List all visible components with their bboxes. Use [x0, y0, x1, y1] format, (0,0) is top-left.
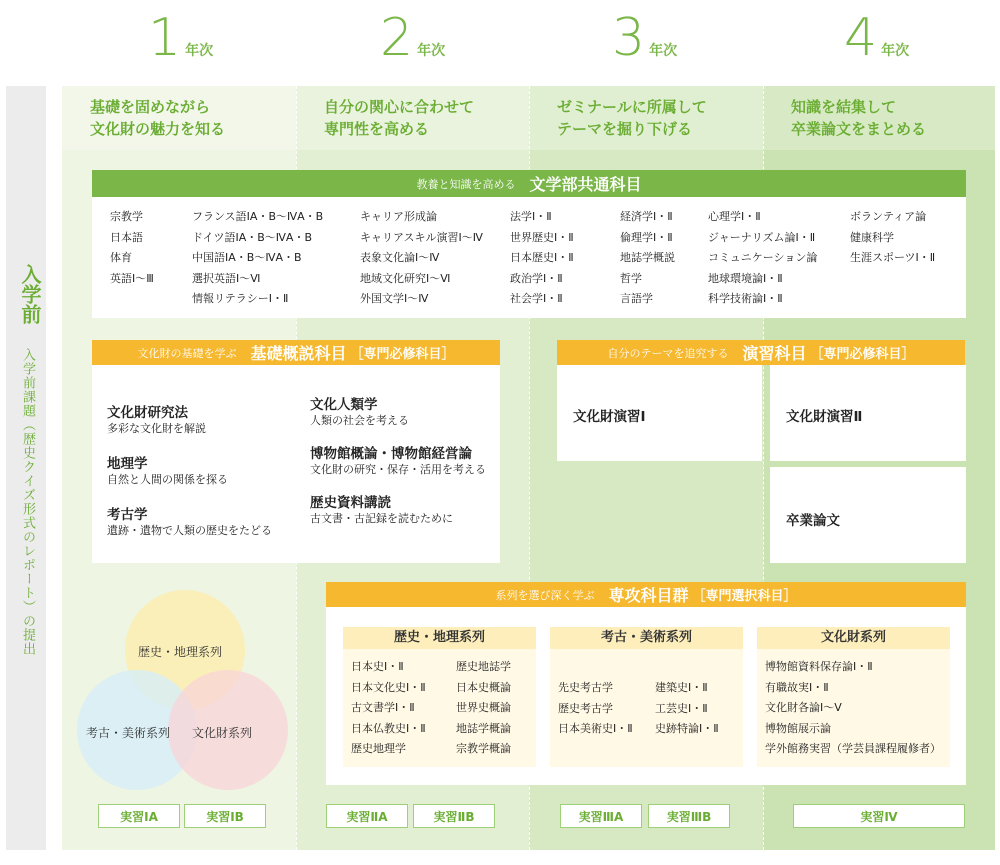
course-item: ドイツ語ⅠA・B～ⅣA・B	[192, 230, 312, 244]
goal-line-1: 知識を結集して	[791, 98, 897, 116]
course-item: 史跡特論Ⅰ・Ⅱ	[655, 722, 719, 735]
course-item: 宗教学	[110, 210, 143, 223]
course-item: 法学Ⅰ・Ⅱ	[510, 210, 552, 223]
subject-description: 自然と人間の関係を探る	[107, 473, 228, 486]
course-item: 英語Ⅰ～Ⅲ	[110, 271, 154, 285]
course-item: ジャーナリズム論Ⅰ・Ⅱ	[708, 230, 816, 244]
course-item: 古文書学Ⅰ・Ⅱ	[351, 701, 415, 714]
course-item: 歴史考古学	[558, 701, 613, 715]
practicum-3a: 実習ⅢA	[560, 804, 642, 828]
goal-line-2: 卒業論文をまとめる	[791, 120, 927, 138]
common-list-2	[192, 207, 323, 310]
course-item: 歴史地理学	[351, 742, 406, 755]
course-item: 宗教学概論	[456, 742, 511, 755]
course-item: 日本語	[110, 230, 143, 244]
year-4-goal	[763, 86, 995, 150]
venn-label-history-geography: 歴史・地理系列	[138, 645, 223, 659]
subject-entry	[310, 442, 490, 478]
year-2-header	[380, 8, 445, 68]
course-item: 科学技術論Ⅰ・Ⅱ	[708, 292, 783, 305]
group-history-geography-header: 歴史・地理系列	[343, 627, 536, 649]
subject-description: 人類の社会を考える	[310, 414, 409, 427]
major-subjects-box	[326, 607, 966, 785]
subject-entry	[107, 452, 307, 488]
year-label: 年次	[417, 43, 446, 59]
seminar-2-title: 文化財演習Ⅱ	[786, 409, 863, 425]
common-list-5	[620, 207, 675, 310]
subject-entry	[310, 491, 490, 527]
year-label: 年次	[881, 43, 910, 59]
group-archaeology-art-header: 考古・美術系列	[550, 627, 743, 649]
subject-description: 多彩な文化財を解説	[107, 422, 206, 435]
common-subjects-box	[92, 197, 966, 318]
group-1-col-2	[456, 657, 511, 760]
course-item: 社会学Ⅰ・Ⅱ	[510, 292, 563, 305]
pre-enrollment-column	[6, 86, 46, 850]
course-item: 言語学	[620, 292, 653, 305]
common-subjects-title: 文学部共通科目	[529, 175, 642, 194]
course-item: 経済学Ⅰ・Ⅱ	[620, 210, 673, 223]
practicum-2a: 実習ⅡA	[326, 804, 408, 828]
practicum-1b: 実習ⅠB	[184, 804, 266, 828]
venn-label-cultural-property: 文化財系列	[192, 726, 253, 740]
basic-right-list	[310, 393, 490, 527]
basic-left-list	[107, 401, 307, 539]
major-subjects-tagline: 系列を選び深く学ぶ	[495, 588, 595, 602]
subject-title: 地理学	[107, 456, 148, 472]
course-item: 地誌学概説	[620, 251, 675, 264]
basic-subjects-title: 基礎概説科目	[250, 344, 347, 363]
course-item: 中国語ⅠA・B～ⅣA・B	[192, 251, 302, 264]
seminar-1-title: 文化財演習Ⅰ	[573, 409, 646, 425]
course-item: 日本仏教史Ⅰ・Ⅱ	[351, 721, 426, 735]
pre-enrollment-title: 入学前	[18, 264, 42, 324]
course-item: 先史考古学	[558, 681, 613, 694]
major-subjects-title: 専攻科目群	[608, 586, 689, 605]
subject-title: 博物館概論・博物館経営論	[310, 446, 472, 462]
course-item: 表象文化論Ⅰ～Ⅳ	[360, 251, 440, 264]
year-3-header	[612, 8, 677, 68]
common-list-4	[510, 207, 574, 310]
course-item: 工芸史Ⅰ・Ⅱ	[655, 701, 708, 715]
course-item: 博物館資料保存論Ⅰ・Ⅱ	[765, 660, 873, 673]
course-item: 健康科学	[850, 230, 894, 244]
course-item: 文化財各論Ⅰ～Ⅴ	[765, 701, 842, 714]
practicum-4: 実習Ⅳ	[793, 804, 965, 828]
thesis-title: 卒業論文	[786, 513, 840, 529]
major-subjects-header	[326, 582, 966, 607]
course-item: 博物館展示論	[765, 721, 831, 735]
course-item: 日本文化史Ⅰ・Ⅱ	[351, 680, 426, 694]
common-subjects-tagline: 教養と知識を高める	[416, 177, 516, 191]
group-2-col-1	[558, 678, 633, 740]
common-list-7	[850, 207, 935, 269]
common-list-6	[708, 207, 817, 310]
basic-subjects-tagline: 文化財の基礎を学ぶ	[137, 346, 237, 360]
course-item: 政治学Ⅰ・Ⅱ	[510, 271, 563, 285]
course-item: 有職故実Ⅰ・Ⅱ	[765, 680, 829, 694]
course-item: 地誌学概論	[456, 721, 511, 735]
thesis-box	[770, 467, 966, 563]
course-item: 外国文学Ⅰ～Ⅳ	[360, 292, 429, 305]
course-item: 地域文化研究Ⅰ～Ⅵ	[360, 271, 451, 285]
course-item: 建築史Ⅰ・Ⅱ	[655, 681, 708, 694]
course-item: 世界史概論	[456, 701, 511, 714]
year-number: 4	[844, 8, 878, 68]
subject-entry	[107, 401, 307, 437]
course-item: 情報リテラシーⅠ・Ⅱ	[192, 292, 289, 305]
basic-subjects-box	[92, 365, 500, 563]
group-archaeology-art-body	[550, 649, 743, 767]
course-item: 選択英語Ⅰ～Ⅵ	[192, 271, 261, 285]
seminar-subjects-title: 演習科目	[742, 344, 807, 363]
seminar-subjects-tagline: 自分のテーマを追究する	[607, 346, 729, 360]
course-item: ボランティア論	[850, 210, 927, 223]
common-list-1	[110, 207, 154, 289]
common-list-3	[360, 207, 483, 310]
subject-entry	[107, 503, 307, 539]
goal-line-2: テーマを掘り下げる	[557, 120, 693, 138]
seminar-2-box	[770, 365, 966, 461]
basic-subjects-tag: ［専門必修科目］	[350, 347, 455, 362]
course-item: 学外館務実習（学芸員課程履修者）	[765, 742, 941, 755]
course-item: 地球環境論Ⅰ・Ⅱ	[708, 271, 783, 285]
course-item: キャリア形成論	[360, 210, 437, 223]
group-history-geography-body	[343, 649, 536, 767]
seminar-1-box	[557, 365, 762, 461]
course-item: 日本史Ⅰ・Ⅱ	[351, 660, 404, 673]
group-1-col-1	[351, 657, 426, 760]
year-1-goal	[62, 86, 296, 150]
venn-label-archaeology-art: 考古・美術系列	[86, 726, 171, 740]
subject-title: 考古学	[107, 507, 148, 523]
subject-description: 遺跡・遺物で人類の歴史をたどる	[107, 524, 272, 537]
course-item: 心理学Ⅰ・Ⅱ	[708, 210, 761, 223]
goal-line-1: ゼミナールに所属して	[557, 98, 707, 116]
basic-subjects-header	[92, 340, 500, 365]
group-cultural-property-body	[757, 649, 950, 767]
practicum-2b: 実習ⅡB	[413, 804, 495, 828]
subject-description: 古文書・古記録を読むために	[310, 512, 453, 525]
goal-line-2: 文化財の魅力を知る	[90, 120, 226, 138]
course-item: 生涯スポーツⅠ・Ⅱ	[850, 251, 936, 264]
major-subjects-tag: ［専門選択科目］	[692, 589, 797, 604]
course-item: 体育	[110, 251, 132, 264]
subject-entry	[310, 393, 490, 429]
group-3-col-1	[765, 657, 941, 760]
course-item: フランス語ⅠA・B～ⅣA・B	[192, 210, 324, 223]
year-4-header	[844, 8, 909, 68]
course-item: 日本歴史Ⅰ・Ⅱ	[510, 251, 574, 264]
year-number: 1	[148, 8, 182, 68]
group-cultural-property-header: 文化財系列	[757, 627, 950, 649]
year-number: 2	[380, 8, 414, 68]
year-3-goal	[529, 86, 763, 150]
course-item: 日本美術史Ⅰ・Ⅱ	[558, 722, 633, 735]
common-subjects-header	[92, 170, 966, 197]
pre-enrollment-task: 入学前課題（歴史クイズ形式のレポート）の提出	[20, 348, 35, 656]
course-item: 歴史地誌学	[456, 660, 511, 673]
subject-title: 文化財研究法	[107, 405, 188, 421]
course-item: キャリアスキル演習Ⅰ～Ⅳ	[360, 230, 483, 244]
goal-line-1: 基礎を固めながら	[90, 98, 211, 116]
year-label: 年次	[185, 43, 214, 59]
practicum-1a: 実習ⅠA	[98, 804, 180, 828]
seminar-subjects-tag: ［専門必修科目］	[810, 347, 915, 362]
subject-description: 文化財の研究・保存・活用を考える	[310, 463, 486, 476]
year-1-header	[148, 8, 213, 68]
subject-title: 文化人類学	[310, 397, 378, 413]
course-item: 日本史概論	[456, 680, 511, 694]
year-2-goal	[296, 86, 529, 150]
goal-line-2: 専門性を高める	[324, 120, 430, 138]
group-2-col-2	[655, 678, 719, 740]
goal-line-1: 自分の関心に合わせて	[324, 98, 475, 116]
practicum-3b: 実習ⅢB	[648, 804, 730, 828]
course-item: 世界歴史Ⅰ・Ⅱ	[510, 230, 574, 244]
course-item: 哲学	[620, 271, 642, 285]
course-item: コミュニケーション論	[708, 251, 818, 264]
year-label: 年次	[649, 43, 678, 59]
subject-title: 歴史資料講読	[310, 495, 391, 511]
year-number: 3	[612, 8, 646, 68]
course-item: 倫理学Ⅰ・Ⅱ	[620, 230, 673, 244]
seminar-subjects-header	[557, 340, 965, 365]
